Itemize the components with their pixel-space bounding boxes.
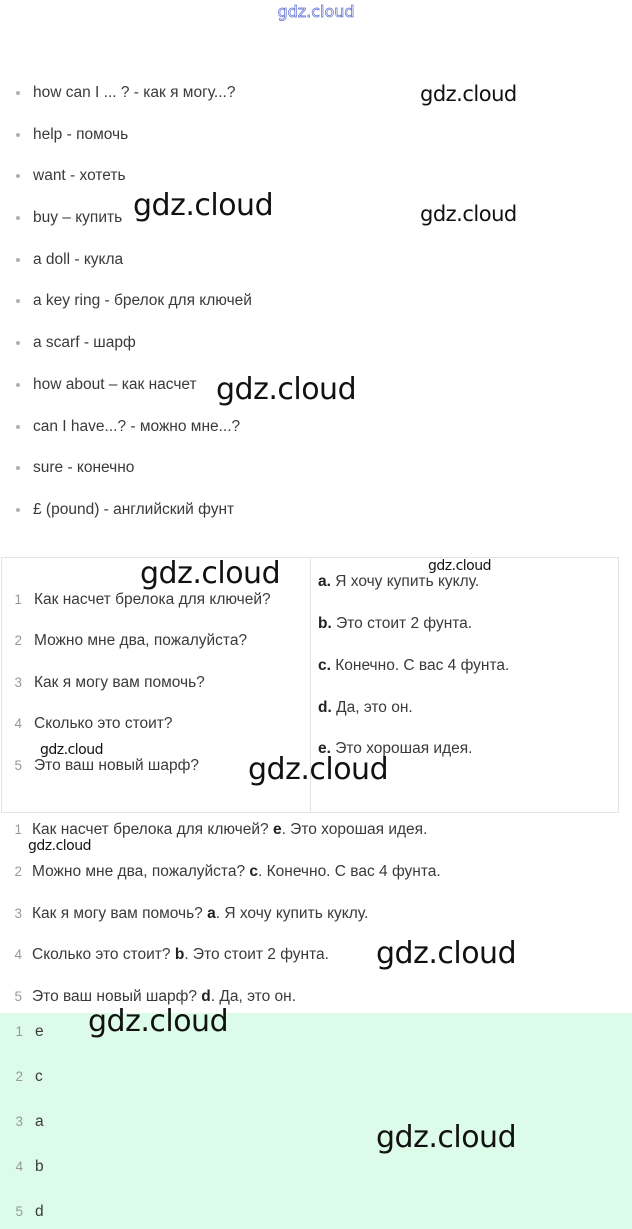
answer-question: Это ваш новый шарф? <box>32 988 202 1005</box>
answer-row <box>0 821 427 839</box>
answer-letter: b <box>174 946 185 963</box>
key-letter: e <box>35 1023 44 1040</box>
option-letter: e. <box>318 740 331 757</box>
watermark: gdz.cloud <box>376 936 517 971</box>
key-number: 1 <box>15 1024 23 1039</box>
watermark: gdz.cloud <box>428 558 491 574</box>
key-letter: c <box>35 1068 43 1085</box>
option-text: Да, это он. <box>331 699 413 716</box>
key-row <box>0 1158 44 1176</box>
watermark: gdz.cloud <box>40 742 103 758</box>
watermark: gdz.cloud <box>133 188 274 223</box>
option-text: Конечно. С вас 4 фунта. <box>330 657 510 674</box>
key-number: 5 <box>15 1204 23 1219</box>
question-text: Можно мне два, пожалуйста? <box>34 632 248 649</box>
vocab-item: how about – как насчет <box>0 364 252 406</box>
vocab-item: sure - конечно <box>0 447 252 489</box>
answer-number: 2 <box>14 864 22 879</box>
option-text: Это хорошая идея. <box>330 740 473 757</box>
vocab-item: a scarf - шарф <box>0 322 252 364</box>
watermark: gdz.cloud <box>28 838 91 854</box>
answer-text: . Это хорошая идея. <box>281 821 428 838</box>
watermark: gdz.cloud <box>248 752 389 787</box>
option-text: Это стоит 2 фунта. <box>331 615 473 632</box>
key-row <box>0 1113 44 1131</box>
vocab-item: help - помочь <box>0 114 252 156</box>
question-number: 5 <box>14 758 22 773</box>
watermark: gdz.cloud <box>376 1120 517 1155</box>
watermark: gdz.cloud <box>420 82 517 106</box>
option-letter: b. <box>318 615 332 632</box>
answer-number: 1 <box>14 822 22 837</box>
answer-row <box>0 946 329 964</box>
option-letter: a. <box>318 573 331 590</box>
answer-letter: e <box>272 821 282 838</box>
watermark: gdz.cloud <box>216 372 357 407</box>
watermark: gdz.cloud <box>140 556 281 591</box>
vocab-item: £ (pound) - английский фунт <box>0 489 252 531</box>
key-number: 2 <box>15 1069 23 1084</box>
key-letter: a <box>35 1113 44 1130</box>
question-number: 4 <box>14 716 22 731</box>
answer-question: Можно мне два, пожалуйста? <box>32 863 250 880</box>
key-number: 3 <box>15 1114 23 1129</box>
key-row <box>0 1068 43 1086</box>
watermark: gdz.cloud <box>88 1004 229 1039</box>
vocab-item: want - хотеть <box>0 155 252 197</box>
question-row <box>2 757 199 775</box>
question-number: 3 <box>14 675 22 690</box>
key-letter: d <box>35 1203 44 1220</box>
vocab-item: a key ring - брелок для ключей <box>0 280 252 322</box>
vocabulary-list <box>0 72 252 531</box>
question-row <box>2 715 173 733</box>
answer-text: . Я хочу купить куклу. <box>215 905 369 922</box>
answer-row <box>0 863 441 881</box>
question-text: Как насчет брелока для ключей? <box>34 591 271 608</box>
option-row <box>318 699 413 717</box>
answer-question: Сколько это стоит? <box>32 946 175 963</box>
answer-letter: d <box>201 988 211 1005</box>
answer-text: . Конечно. С вас 4 фунта. <box>258 863 441 880</box>
answer-number: 5 <box>14 989 22 1004</box>
answer-text: . Это стоит 2 фунта. <box>184 946 329 963</box>
option-letter: d. <box>318 699 332 716</box>
answer-letter: a <box>207 905 216 922</box>
vocab-item: buy – купить <box>0 197 252 239</box>
option-row <box>318 615 472 633</box>
answer-number: 4 <box>14 947 22 962</box>
watermark-top: gdz.cloud <box>277 2 355 21</box>
key-letter: b <box>35 1158 44 1175</box>
vocab-item: a doll - кукла <box>0 239 252 281</box>
vocab-item: can I have...? - можно мне...? <box>0 406 252 448</box>
option-text: Я хочу купить куклу. <box>330 573 480 590</box>
question-text: Как я могу вам помочь? <box>34 674 205 691</box>
question-row <box>2 674 205 692</box>
answer-text: . Да, это он. <box>210 988 297 1005</box>
vocab-item: how can I ... ? - как я могу...? <box>0 72 252 114</box>
question-text: Сколько это стоит? <box>34 715 173 732</box>
question-text: Это ваш новый шарф? <box>34 757 199 774</box>
question-row <box>2 632 247 650</box>
option-row <box>318 657 509 675</box>
question-number: 1 <box>14 592 22 607</box>
answer-number: 3 <box>14 906 22 921</box>
question-number: 2 <box>14 633 22 648</box>
answer-question: Как я могу вам помочь? <box>32 905 208 922</box>
answer-key-block <box>0 1013 632 1229</box>
watermark: gdz.cloud <box>420 202 517 226</box>
answer-question: Как насчет брелока для ключей? <box>32 821 273 838</box>
key-row <box>0 1203 44 1221</box>
key-row <box>0 1023 44 1041</box>
option-row <box>318 573 479 591</box>
answer-letter: c <box>249 863 258 880</box>
question-row <box>2 591 271 609</box>
key-number: 4 <box>15 1159 23 1174</box>
option-letter: c. <box>318 657 331 674</box>
answer-row <box>0 905 368 923</box>
